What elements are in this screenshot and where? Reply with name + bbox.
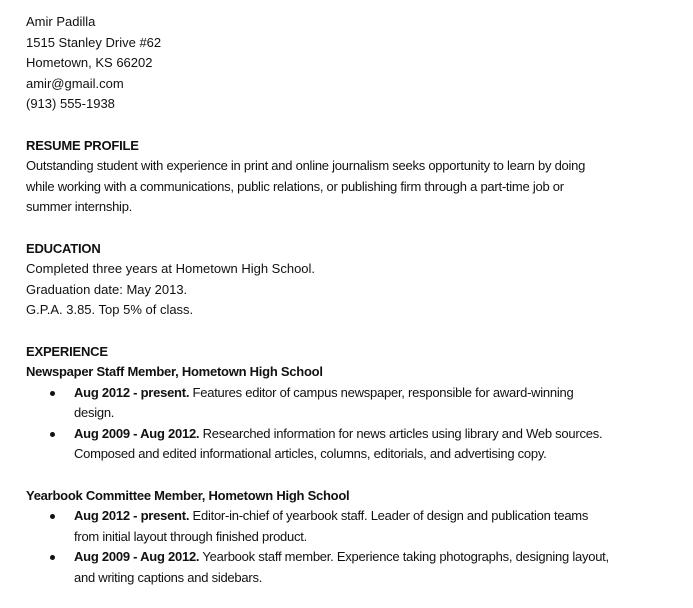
item-text-continued: and writing captions and sidebars.	[74, 569, 263, 585]
list-item	[26, 424, 666, 465]
job-title: Yearbook Committee Member, Hometown High School	[26, 487, 350, 503]
spacer	[26, 465, 666, 486]
bullet-icon	[50, 514, 55, 519]
item-text-continued: from initial layout through finished product.	[74, 528, 307, 544]
profile-line: summer internship.	[26, 199, 133, 214]
contact-email: amir@gmail.com	[26, 75, 124, 91]
item-date: Aug 2012 - present.	[74, 384, 190, 400]
item-text-continued: design.	[74, 405, 115, 420]
bullet-icon	[50, 391, 55, 396]
profile-line: while working with a communications, public relations, or publishing firm through a part-time job or	[26, 178, 564, 194]
spacer	[26, 218, 666, 239]
spacer	[26, 321, 666, 342]
bullet-icon	[50, 432, 55, 437]
item-date: Aug 2009 - Aug 2012.	[74, 425, 200, 441]
job-entry	[26, 362, 666, 465]
item-text: Researched information for news articles using library and Web sources.	[199, 425, 603, 441]
item-text: Yearbook staff member. Experience taking photographs, designing layout,	[199, 549, 609, 564]
education-heading: EDUCATION	[26, 240, 101, 256]
list-item	[26, 383, 666, 424]
spacer	[26, 115, 666, 136]
item-text: Editor-in-chief of yearbook staff. Leader of design and publication teams	[189, 508, 589, 523]
job-entry	[26, 486, 666, 589]
experience-section	[26, 342, 666, 589]
list-item	[26, 547, 666, 588]
profile-section	[26, 136, 666, 218]
bullet-icon	[50, 555, 55, 560]
contact-name: Amir Padilla	[26, 14, 96, 29]
education-line: Graduation date: May 2013.	[26, 281, 188, 297]
contact-block	[26, 12, 666, 115]
resume-document	[26, 12, 666, 588]
item-text-continued: Composed and edited informational articles, columns, editorials, and advertising copy.	[74, 446, 547, 461]
education-line: Completed three years at Hometown High School.	[26, 261, 316, 276]
experience-heading: EXPERIENCE	[26, 343, 108, 359]
item-date: Aug 2012 - present.	[74, 508, 190, 523]
contact-address: 1515 Stanley Drive #62	[26, 34, 162, 50]
item-date: Aug 2009 - Aug 2012.	[74, 549, 200, 564]
item-text: Features editor of campus newspaper, responsible for award-winning	[189, 384, 574, 400]
contact-phone: (913) 555-1938	[26, 96, 115, 111]
education-section	[26, 239, 666, 321]
job-title: Newspaper Staff Member, Hometown High School	[26, 364, 323, 379]
contact-city: Hometown, KS 66202	[26, 55, 153, 70]
education-line: G.P.A. 3.85. Top 5% of class.	[26, 302, 194, 317]
profile-line: Outstanding student with experience in print and online journalism seeks opportunity to learn by doing	[26, 158, 586, 173]
job-bullets	[26, 383, 666, 465]
profile-heading: RESUME PROFILE	[26, 137, 139, 153]
job-bullets	[26, 506, 666, 588]
list-item	[26, 506, 666, 547]
